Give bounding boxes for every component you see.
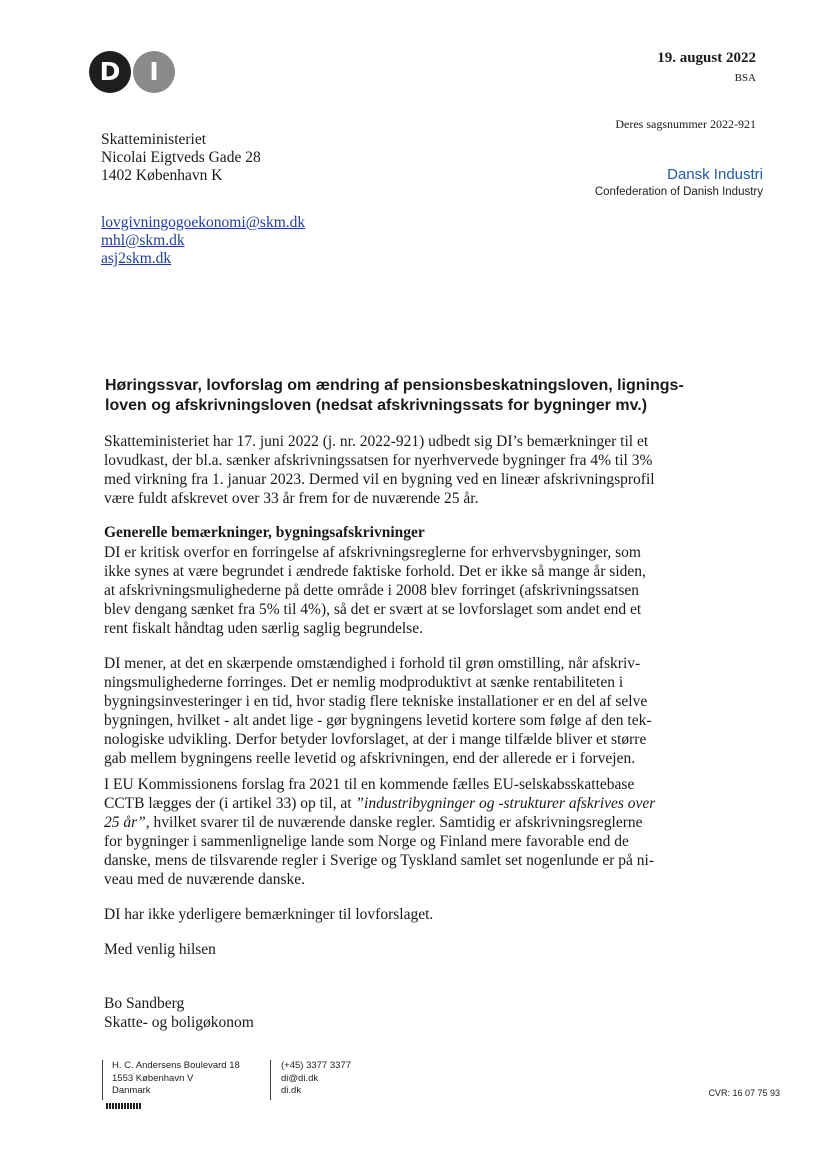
- scan-barcode-mark: [106, 1103, 142, 1109]
- brand-name: Dansk Industri: [667, 166, 763, 183]
- text-line: bygningsinvesteringer i en tid, hvor stadig flere tekniske installationer er en del af selve: [104, 693, 648, 710]
- email-list: [101, 214, 305, 268]
- brand-subtitle: Confederation of Danish Industry: [594, 186, 763, 198]
- text-line: blev dengang sænket fra 5% til 4%), så det er svært at se lovforslaget som andet end et: [104, 601, 642, 618]
- signature-title: Skatte- og boligøkonom: [104, 1014, 254, 1031]
- footer-address: [112, 1060, 240, 1098]
- text-line: at afskrivningsmulighederne på dette område i 2008 blev forringet (afskrivningssatsen: [104, 582, 640, 599]
- text-line: danske, mens de tilsvarende regler i Sverige og Tyskland samlet set nogenlunde er på ni-: [104, 852, 655, 869]
- email-link[interactable]: asj2skm.dk: [101, 250, 172, 267]
- text-line: være fuldt afskrevet over 33 år frem for de nuværende 25 år.: [104, 490, 479, 507]
- paragraph-closing: DI har ikke yderligere bemærkninger til lovforslaget.: [104, 906, 434, 923]
- paragraph-criticism: [104, 543, 724, 638]
- text-line: for bygninger i sammenlignelige lande som Norge og Finland mere favorable end de: [104, 833, 629, 850]
- footer-divider: [270, 1060, 271, 1100]
- section-heading: Generelle bemærkninger, bygningsafskrivninger: [104, 524, 425, 541]
- text-line: med virkning fra 1. januar 2023. Dermed vil en bygning ved en lineær afskrivningsprofil: [104, 471, 655, 488]
- letter-date: 19. august 2022: [657, 50, 756, 66]
- text-line: gab mellem bygningens reelle levetid og afskrivningen, end der allerede er i forvejen.: [104, 750, 636, 767]
- paragraph-green-transition: [104, 654, 724, 768]
- recipient-line: Nicolai Eigtveds Gade 28: [101, 149, 261, 166]
- text-line: I EU Kommissionens forslag fra 2021 til en kommende fælles EU-selskabsskattebase: [104, 776, 635, 793]
- text-line: ningsmulighederne forringes. Det er nemlig modproduktivt at sænke rentabiliteten i: [104, 674, 624, 691]
- text-line: ikke synes at være begrundet i ændrede faktiske forhold. Det er ikke så mange år siden,: [104, 563, 646, 580]
- text-line: [104, 794, 724, 813]
- signature-block: [104, 994, 724, 1032]
- signature-name: Bo Sandberg: [104, 995, 185, 1012]
- text-line: rent fiskalt håndtag uden særlig saglig begrundelse.: [104, 620, 423, 637]
- recipient-line: Skatteministeriet: [101, 131, 207, 148]
- case-number: Deres sagsnummer 2022-921: [615, 117, 756, 131]
- di-logo: [89, 51, 175, 93]
- quoted-text: ”industribygninger og -strukturer afskrives over: [355, 795, 656, 812]
- subject-line: Høringssvar, lovforslag om ændring af pensionsbeskatningsloven, lignings-: [105, 377, 684, 394]
- salutation: Med venlig hilsen: [104, 941, 216, 958]
- paragraph-intro: [104, 432, 724, 508]
- footer-line: 1553 København V: [112, 1072, 194, 1084]
- footer-contact: [281, 1060, 351, 1098]
- text-segment: CCTB lægges der (i artikel 33) op til, at: [104, 795, 356, 812]
- sender-initials: BSA: [734, 72, 756, 84]
- email-link[interactable]: mhl@skm.dk: [101, 232, 185, 249]
- text-line: DI er kritisk overfor en forringelse af afskrivningsreglerne for erhvervsbygninger, som: [104, 544, 641, 561]
- email-link[interactable]: lovgivningogoekonomi@skm.dk: [101, 214, 306, 231]
- logo-i-circle: I: [133, 51, 175, 93]
- paragraph-eu-comparison: [104, 775, 724, 889]
- text-line: nologiske udvikling. Derfor betyder lovforslaget, at der i mange tilfælde bliver et større: [104, 731, 647, 748]
- footer-line: Danmark: [112, 1085, 151, 1096]
- logo-d-circle: D: [89, 51, 131, 93]
- text-segment: , hvilket svarer til de nuværende danske regler. Samtidig er afskrivningsreglerne: [145, 814, 643, 831]
- text-line: Skatteministeriet har 17. juni 2022 (j. nr. 2022-921) udbedt sig DI’s bemærkninger til et: [104, 433, 649, 450]
- recipient-line: 1402 København K: [101, 167, 223, 184]
- text-line: [104, 813, 724, 832]
- footer-line: H. C. Andersens Boulevard 18: [112, 1060, 240, 1071]
- text-line: DI mener, at det en skærpende omstændighed i forhold til grøn omstilling, når afskriv-: [104, 655, 641, 672]
- footer-divider: [102, 1060, 103, 1100]
- text-line: veau med de nuværende danske.: [104, 871, 306, 888]
- cvr-number: CVR: 16 07 75 93: [708, 1088, 780, 1098]
- letter-subject: [105, 376, 725, 416]
- subject-line: loven og afskrivningsloven (nedsat afskrivningssats for bygninger mv.): [105, 397, 648, 414]
- footer-website[interactable]: di.dk: [281, 1085, 302, 1096]
- quoted-text: 25 år”: [104, 814, 146, 831]
- footer-email[interactable]: di@di.dk: [281, 1072, 319, 1084]
- footer-phone: (+45) 3377 3377: [281, 1060, 351, 1071]
- text-line: bygningen, hvilket - alt andet lige - gør bygningens levetid kortere som følge af den tek-: [104, 712, 652, 729]
- text-line: lovudkast, der bl.a. sænker afskrivningssatsen for nyerhvervede bygninger fra 4% til 3%: [104, 452, 653, 469]
- recipient-address: [101, 131, 261, 185]
